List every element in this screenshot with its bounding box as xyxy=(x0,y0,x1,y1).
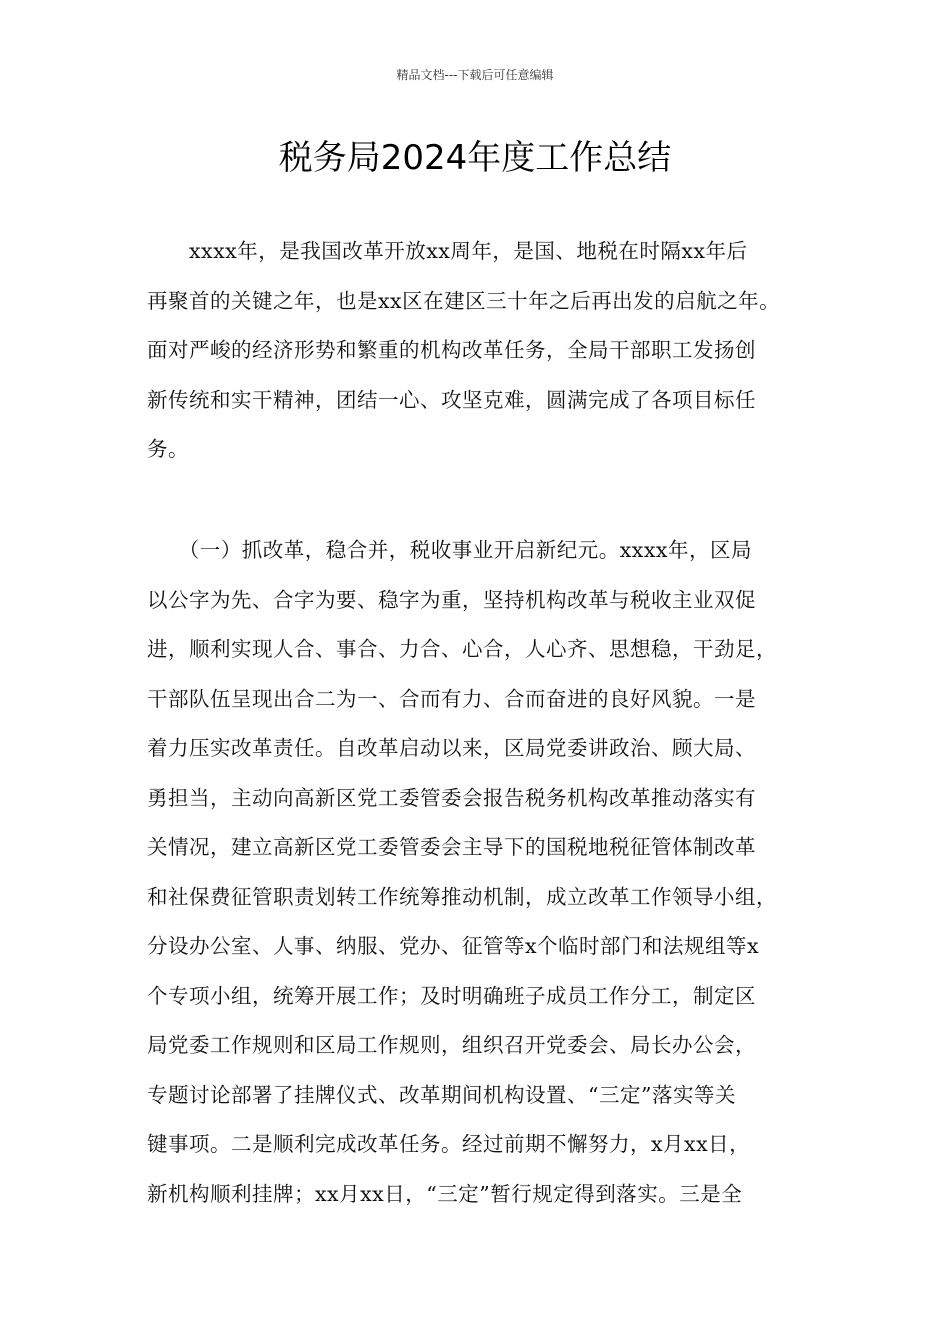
text-line: 干部队伍呈现出合二为一、合而有力、合而奋进的良好风貌。一是 xyxy=(147,686,756,711)
document-title: 税务局2024年度工作总结 xyxy=(278,138,672,178)
text-line: 新传统和实干精神，团结一心、攻坚克难，圆满完成了各项目标任 xyxy=(147,387,756,412)
text-line: 勇担当，主动向高新区党工委管委会报告税务机构改革推动落实有 xyxy=(147,785,756,810)
text-line: 面对严峻的经济形势和繁重的机构改革任务，全局干部职工发扬创 xyxy=(147,338,756,362)
text-line: 着力压实改革责任。自改革启动以来，区局党委讲政治、顾大局、 xyxy=(147,736,756,760)
text-line: 以公字为先、合字为要、稳字为重，坚持机构改革与税收主业双促 xyxy=(147,587,756,612)
header-note: 精品文档---下载后可任意编辑 xyxy=(396,68,554,82)
text-line: 进，顺利实现人合、事合、力合、心合，人心齐、思想稳，干劲足， xyxy=(147,637,777,661)
text-line: 再聚首的关键之年，也是xx区在建区三十年之后再出发的启航之年。 xyxy=(147,288,781,313)
text-line: 分设办公室、人事、纳服、党办、征管等x个临时部门和法规组等x xyxy=(147,934,760,958)
paragraph-section-one xyxy=(147,526,815,1219)
text-line: 个专项小组，统筹开展工作；及时明确班子成员工作分工，制定区 xyxy=(147,983,756,1008)
text-line: 关情况，建立高新区党工委管委会主导下的国税地税征管体制改革 xyxy=(147,835,756,859)
text-line: （一）抓改革，稳合并，税收事业开启新纪元。xxxx年，区局 xyxy=(147,538,752,562)
text-line: 专题讨论部署了挂牌仪式、改革期间机构设置、“三定”落实等关 xyxy=(147,1082,736,1107)
text-line: xxxx年，是我国改革开放xx周年，是国、地税在时隔xx年后 xyxy=(147,239,748,263)
text-line: 局党委工作规则和区局工作规则，组织召开党委会、局长办公会， xyxy=(147,1033,756,1057)
text-line: 和社保费征管职责划转工作统筹推动机制，成立改革工作领导小组， xyxy=(147,884,777,909)
paragraph-intro xyxy=(147,227,815,475)
text-line: 务。 xyxy=(147,437,189,461)
text-line: 键事项。二是顺利完成改革任务。经过前期不懈努力，x月xx日， xyxy=(147,1132,751,1156)
text-line: 新机构顺利挂牌；xx月xx日，“三定”暂行规定得到落实。三是全 xyxy=(147,1181,743,1206)
